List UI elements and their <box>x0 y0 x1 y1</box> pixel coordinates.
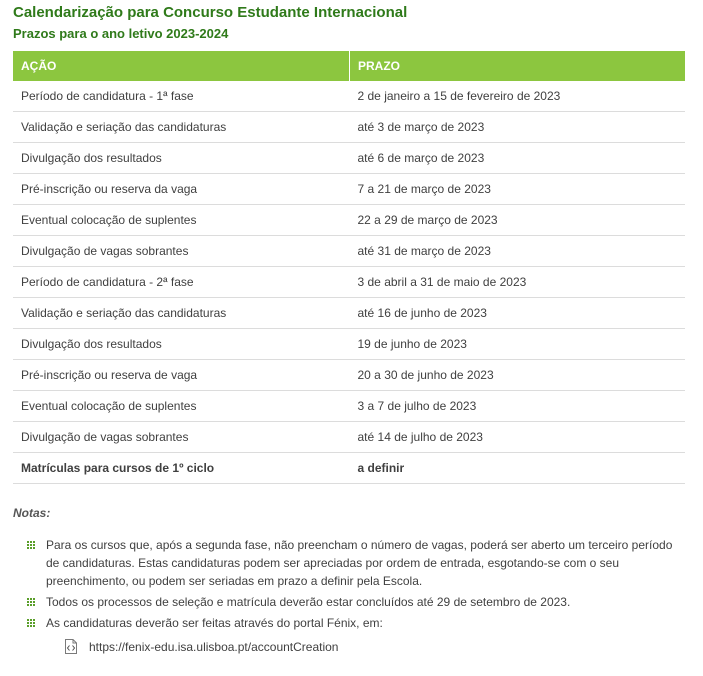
cell-acao: Divulgação dos resultados <box>13 143 350 174</box>
cell-prazo: 7 a 21 de março de 2023 <box>350 174 686 205</box>
list-item <box>13 536 685 590</box>
cell-prazo: 19 de junho de 2023 <box>350 329 686 360</box>
table-row <box>13 81 685 112</box>
cell-prazo: a definir <box>350 453 686 484</box>
table-row <box>13 112 685 143</box>
list-item <box>13 593 685 611</box>
notes-list <box>13 536 685 632</box>
page-title: Calendarização para Concurso Estudante Internacional <box>13 4 408 21</box>
cell-prazo: 22 a 29 de março de 2023 <box>350 205 686 236</box>
table-header-row <box>13 51 685 81</box>
note-text: Para os cursos que, após a segunda fase, não preencham o número de vagas, poderá ser aberto um terceiro período de candidaturas. Estas candidaturas podem ser apreciadas por ordem de entrada, esgotando-se com o seu preenchimento, ou podem ser seriadas em prazo a definir pela Escola. <box>46 538 673 588</box>
notes-title: Notas: <box>13 506 51 520</box>
table-row <box>13 298 685 329</box>
cell-acao: Pré-inscrição ou reserva da vaga <box>13 174 350 205</box>
cell-acao: Pré-inscrição ou reserva de vaga <box>13 360 350 391</box>
cell-acao: Eventual colocação de suplentes <box>13 391 350 422</box>
table-row <box>13 360 685 391</box>
cell-prazo: até 6 de março de 2023 <box>350 143 686 174</box>
cell-acao: Matrículas para cursos de 1º ciclo <box>13 453 350 484</box>
table-row <box>13 267 685 298</box>
cell-prazo: 3 de abril a 31 de maio de 2023 <box>350 267 686 298</box>
cell-prazo: 20 a 30 de junho de 2023 <box>350 360 686 391</box>
code-file-icon <box>65 639 77 654</box>
cell-prazo: até 3 de março de 2023 <box>350 112 686 143</box>
table-row <box>13 422 685 453</box>
column-header-prazo: PRAZO <box>350 51 686 81</box>
cell-prazo: até 14 de julho de 2023 <box>350 422 686 453</box>
cell-acao: Divulgação dos resultados <box>13 329 350 360</box>
grid-bullet-icon <box>27 541 35 549</box>
page-subtitle: Prazos para o ano letivo 2023-2024 <box>13 26 229 41</box>
table-row <box>13 453 685 484</box>
cell-acao: Validação e seriação das candidaturas <box>13 112 350 143</box>
table-row <box>13 236 685 267</box>
table-row <box>13 391 685 422</box>
schedule-table <box>13 51 685 484</box>
table-row <box>13 205 685 236</box>
cell-prazo: até 31 de março de 2023 <box>350 236 686 267</box>
list-item <box>13 614 685 632</box>
note-text: Todos os processos de seleção e matrícula deverão estar concluídos até 29 de setembro de 2023. <box>46 595 571 609</box>
portal-link-row <box>13 638 685 656</box>
table-row <box>13 329 685 360</box>
cell-prazo: até 16 de junho de 2023 <box>350 298 686 329</box>
cell-prazo: 3 a 7 de julho de 2023 <box>350 391 686 422</box>
column-header-acao: AÇÃO <box>13 51 350 81</box>
cell-acao: Período de candidatura - 1ª fase <box>13 81 350 112</box>
note-text: As candidaturas deverão ser feitas através do portal Fénix, em: <box>46 616 383 630</box>
cell-prazo: 2 de janeiro a 15 de fevereiro de 2023 <box>350 81 686 112</box>
cell-acao: Validação e seriação das candidaturas <box>13 298 350 329</box>
cell-acao: Eventual colocação de suplentes <box>13 205 350 236</box>
cell-acao: Divulgação de vagas sobrantes <box>13 236 350 267</box>
cell-acao: Período de candidatura - 2ª fase <box>13 267 350 298</box>
table-row <box>13 143 685 174</box>
grid-bullet-icon <box>27 598 35 606</box>
portal-link[interactable]: https://fenix-edu.isa.ulisboa.pt/accountCreation <box>89 640 339 654</box>
cell-acao: Divulgação de vagas sobrantes <box>13 422 350 453</box>
table-row <box>13 174 685 205</box>
page <box>13 0 685 656</box>
grid-bullet-icon <box>27 619 35 627</box>
